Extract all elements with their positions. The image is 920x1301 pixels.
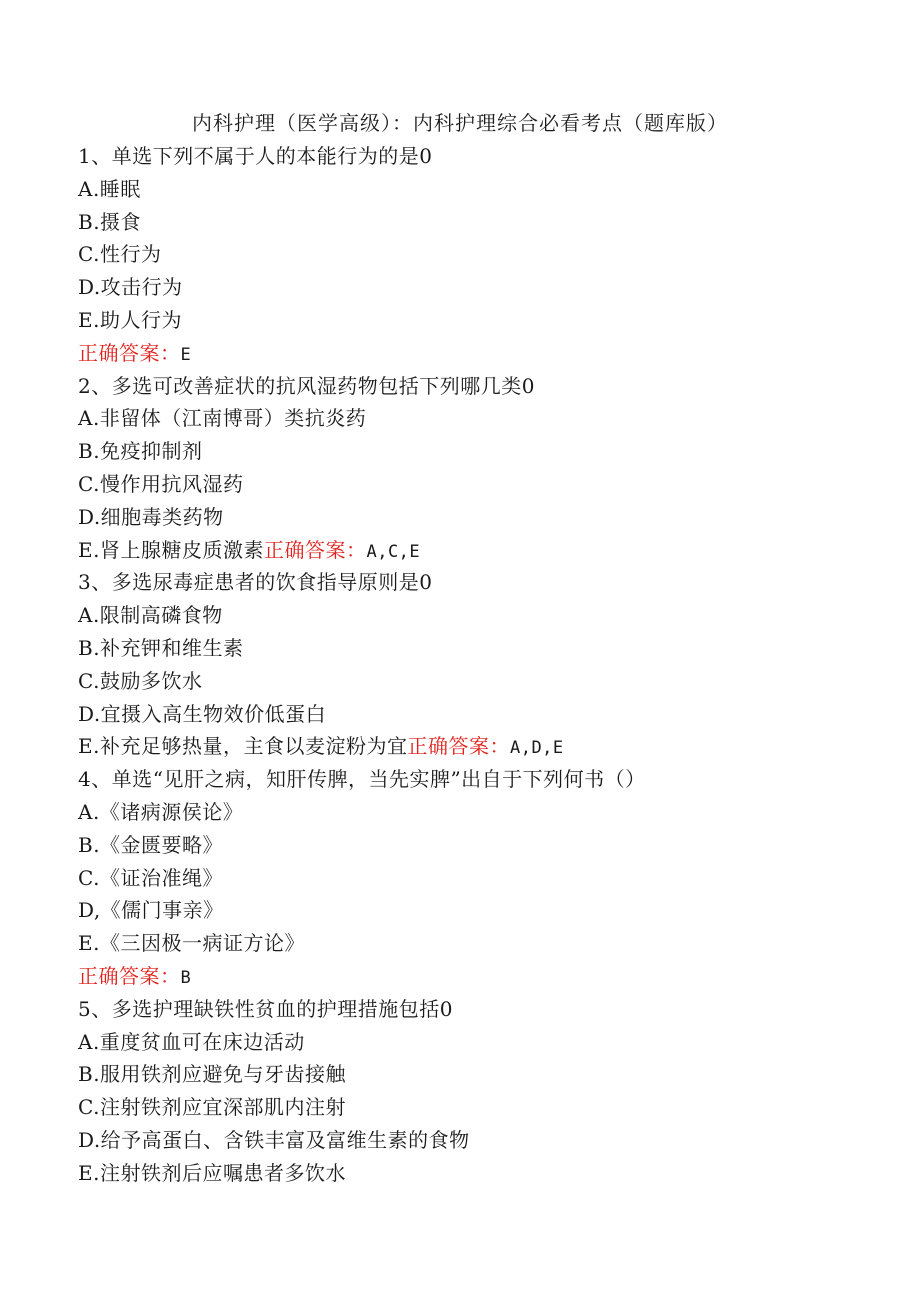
correct-answer-label: 正确答案： — [78, 963, 181, 988]
option-text: B.服用铁剂应避免与牙齿接触 — [78, 1062, 347, 1087]
option-text: A.睡眠 — [78, 176, 141, 201]
option-text: B.摄食 — [78, 209, 142, 234]
option-text: D.攻击行为 — [78, 275, 183, 300]
answer-option — [78, 206, 878, 239]
answer-option — [78, 796, 878, 829]
document-title: 内科护理（医学高级）：内科护理综合必看考点（题库版） — [192, 111, 728, 135]
answer-option — [78, 468, 878, 501]
answer-option — [78, 402, 878, 435]
option-text: C.慢作用抗风湿药 — [78, 471, 244, 496]
option-text: A.《诸病源侯论》 — [78, 799, 244, 824]
option-text: C.鼓励多饮水 — [78, 668, 203, 693]
option-text: B.补充钾和维生素 — [78, 635, 244, 660]
question-stem: 4、单选“见肝之病，知肝传脾，当先实脾”出自于下列何书（） — [78, 767, 646, 792]
answer-option — [78, 599, 878, 632]
option-text: E.《三因极一病证方论》 — [78, 931, 305, 956]
option-text: C.性行为 — [78, 242, 162, 267]
correct-answer — [78, 337, 878, 370]
answer-option — [78, 862, 878, 895]
answer-option — [78, 927, 878, 960]
answer-option — [78, 534, 878, 567]
answer-option — [78, 730, 878, 763]
correct-answer-label: 正确答案： — [78, 340, 181, 365]
question-stem: 3、多选尿毒症患者的饮食指导原则是0 — [78, 570, 433, 595]
option-text: E.补充足够热量，主食以麦淀粉为宜 — [78, 734, 408, 759]
answer-option — [78, 1058, 878, 1091]
option-text: A.重度贫血可在床边活动 — [78, 1029, 305, 1054]
option-text: D.细胞毒类药物 — [78, 504, 224, 529]
option-text: C.注射铁剂应宜深部肌内注射 — [78, 1095, 346, 1120]
correct-answer-value: A,D,E — [509, 738, 564, 759]
option-text: A.非留体（江南博哥）类抗炎药 — [78, 406, 367, 431]
option-text: D.给予高蛋白、含铁丰富及富维生素的食物 — [78, 1127, 470, 1152]
answer-option — [78, 1026, 878, 1059]
correct-answer-label: 正确答案： — [407, 734, 510, 759]
answer-option — [78, 1091, 878, 1124]
answer-option — [78, 501, 878, 534]
option-text: C.《证治准绳》 — [78, 865, 223, 890]
answer-option — [78, 1157, 878, 1190]
option-text: E.注射铁剂后应嘱患者多饮水 — [78, 1160, 346, 1185]
answer-option — [78, 304, 878, 337]
correct-answer-value: E — [180, 344, 192, 365]
question-list — [78, 140, 878, 1190]
option-text: A.限制高磷食物 — [78, 603, 223, 628]
correct-answer — [78, 960, 878, 993]
answer-option — [78, 632, 878, 665]
option-text: B.免疫抑制剂 — [78, 439, 203, 464]
answer-option — [78, 238, 878, 271]
answer-option — [78, 173, 878, 206]
option-text: E.肾上腺糖皮质激素 — [78, 537, 264, 562]
correct-answer-value: B — [180, 967, 192, 988]
option-text: B.《金匮要略》 — [78, 832, 224, 857]
correct-answer-value: A,C,E — [366, 541, 421, 562]
answer-option — [78, 435, 878, 468]
option-text: D.宜摄入高生物效价低蛋白 — [78, 701, 327, 726]
answer-option — [78, 271, 878, 304]
question-stem: 1、单选下列不属于人的本能行为的是0 — [78, 144, 433, 168]
option-text: D,《儒门事亲》 — [78, 898, 224, 923]
answer-option — [78, 698, 878, 731]
answer-option — [78, 1124, 878, 1157]
answer-option — [78, 665, 878, 698]
question-stem: 2、多选可改善症状的抗风湿药物包括下列哪几类0 — [78, 373, 535, 398]
correct-answer-label: 正确答案： — [263, 537, 367, 562]
answer-option — [78, 829, 878, 862]
answer-option — [78, 894, 878, 927]
question-stem: 5、多选护理缺铁性贫血的护理措施包括0 — [78, 996, 453, 1021]
option-text: E.助人行为 — [78, 307, 182, 332]
